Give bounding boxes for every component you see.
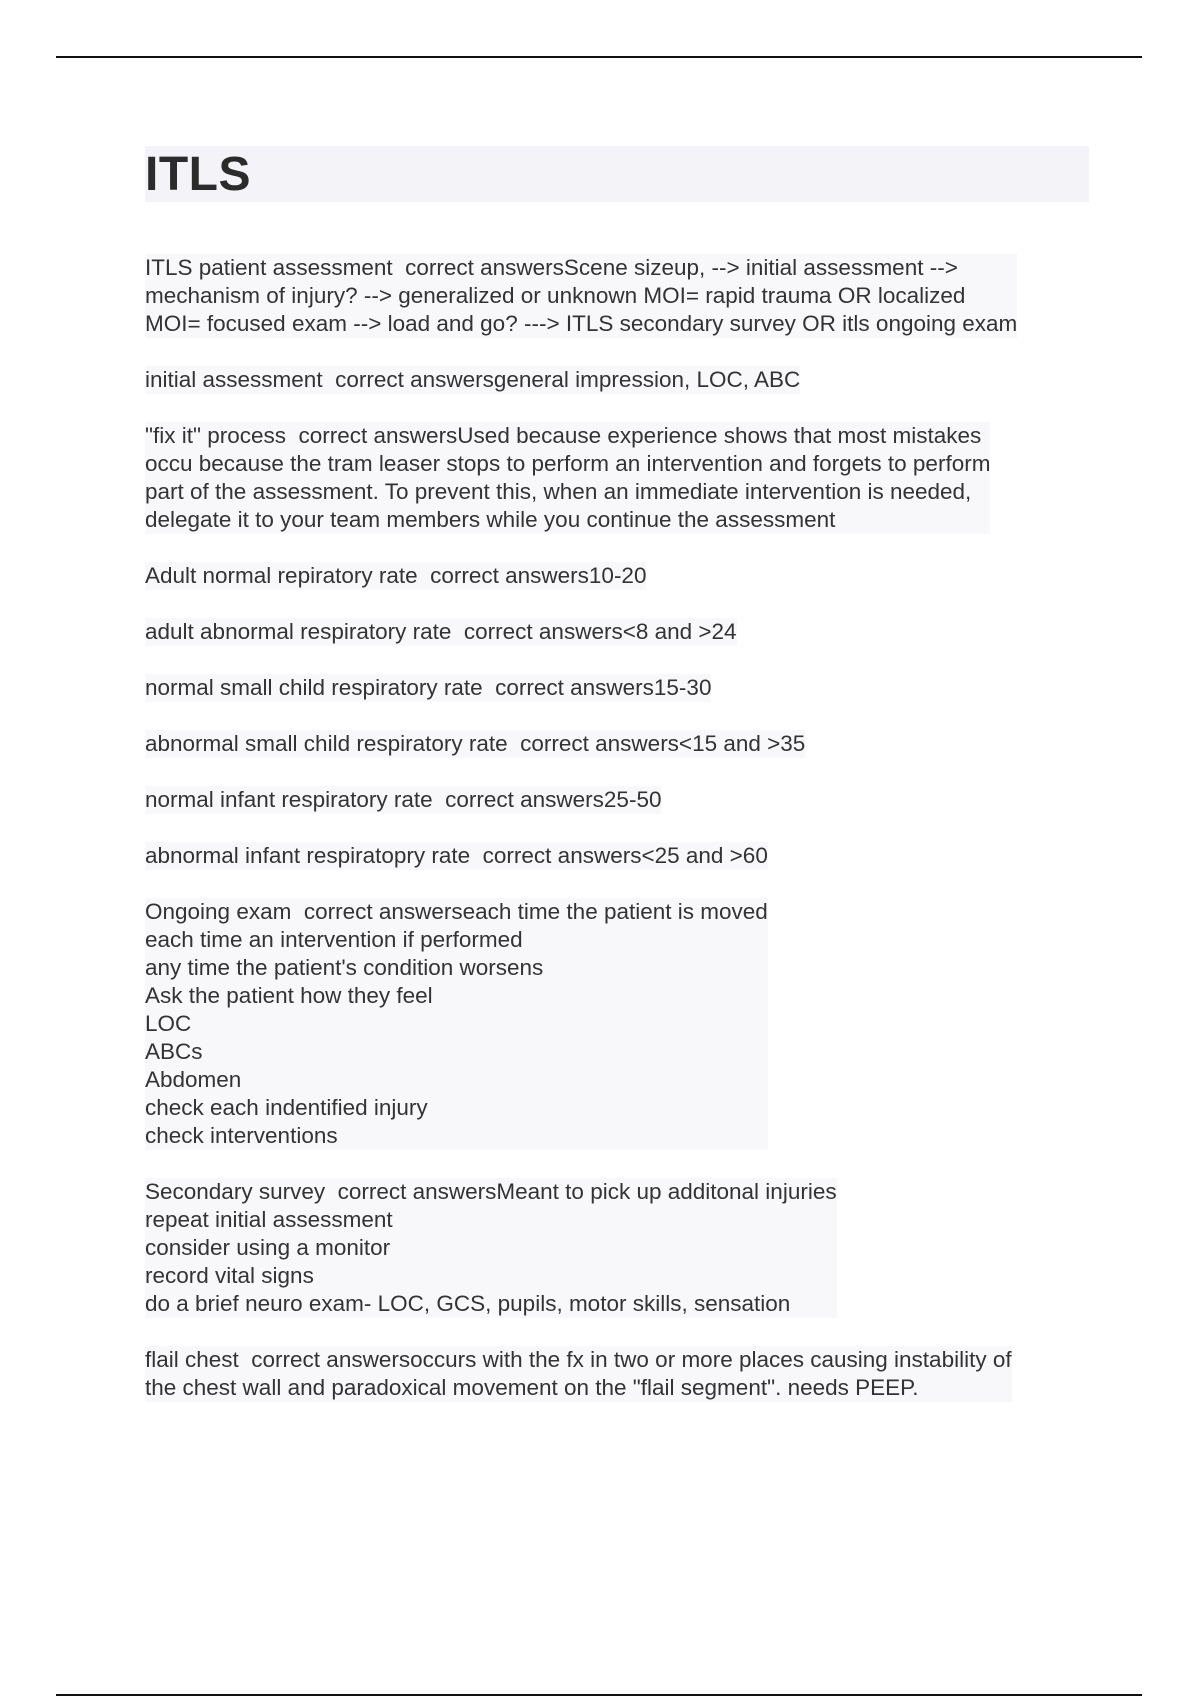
qa-entry: ITLS patient assessment correct answersScene sizeup, --> initial assessment --> mechanism of injury? --> generalized or unknown MOI= rapid trauma OR localized MOI= focused exam --> load and go? ---> ITLS secondary survey OR itls ongoing exam: [145, 255, 1018, 336]
bottom-rule: [56, 1694, 1142, 1696]
qa-entry: normal infant respiratory rate correct answers25-50: [145, 787, 662, 812]
top-rule: [56, 56, 1142, 58]
document-body: [145, 146, 1089, 1430]
qa-entry: normal small child respiratory rate correct answers15-30: [145, 675, 712, 700]
qa-entry: abnormal infant respiratopry rate correct answers<25 and >60: [145, 843, 768, 868]
qa-entry: "fix it" process correct answersUsed because experience shows that most mistakes occu because the tram leaser stops to perform an intervention and forgets to perform part of the assessment. To prevent this, when an immediate intervention is needed, delegate it to your team members while you continue the assessment: [145, 423, 991, 532]
qa-entry: Ongoing exam correct answerseach time the patient is moved each time an intervention if performed any time the patient's condition worsens Ask the patient how they feel LOC ABCs Abdomen check each indentified injury check interventions: [145, 899, 768, 1148]
title-bar: [145, 146, 1089, 202]
qa-entry: flail chest correct answersoccurs with the fx in two or more places causing instability of the chest wall and paradoxical movement on the "flail segment". needs PEEP.: [145, 1347, 1012, 1400]
page-title: ITLS: [145, 147, 251, 201]
qa-entry: abnormal small child respiratory rate correct answers<15 and >35: [145, 731, 806, 756]
qa-entry: initial assessment correct answersgeneral impression, LOC, ABC: [145, 367, 801, 392]
qa-entry: adult abnormal respiratory rate correct answers<8 and >24: [145, 619, 737, 644]
qa-entry: Adult normal repiratory rate correct answers10-20: [145, 563, 647, 588]
qa-entry: Secondary survey correct answersMeant to pick up additonal injuries repeat initial assessment consider using a monitor record vital signs do a brief neuro exam- LOC, GCS, pupils, motor skills, sensation: [145, 1179, 837, 1316]
